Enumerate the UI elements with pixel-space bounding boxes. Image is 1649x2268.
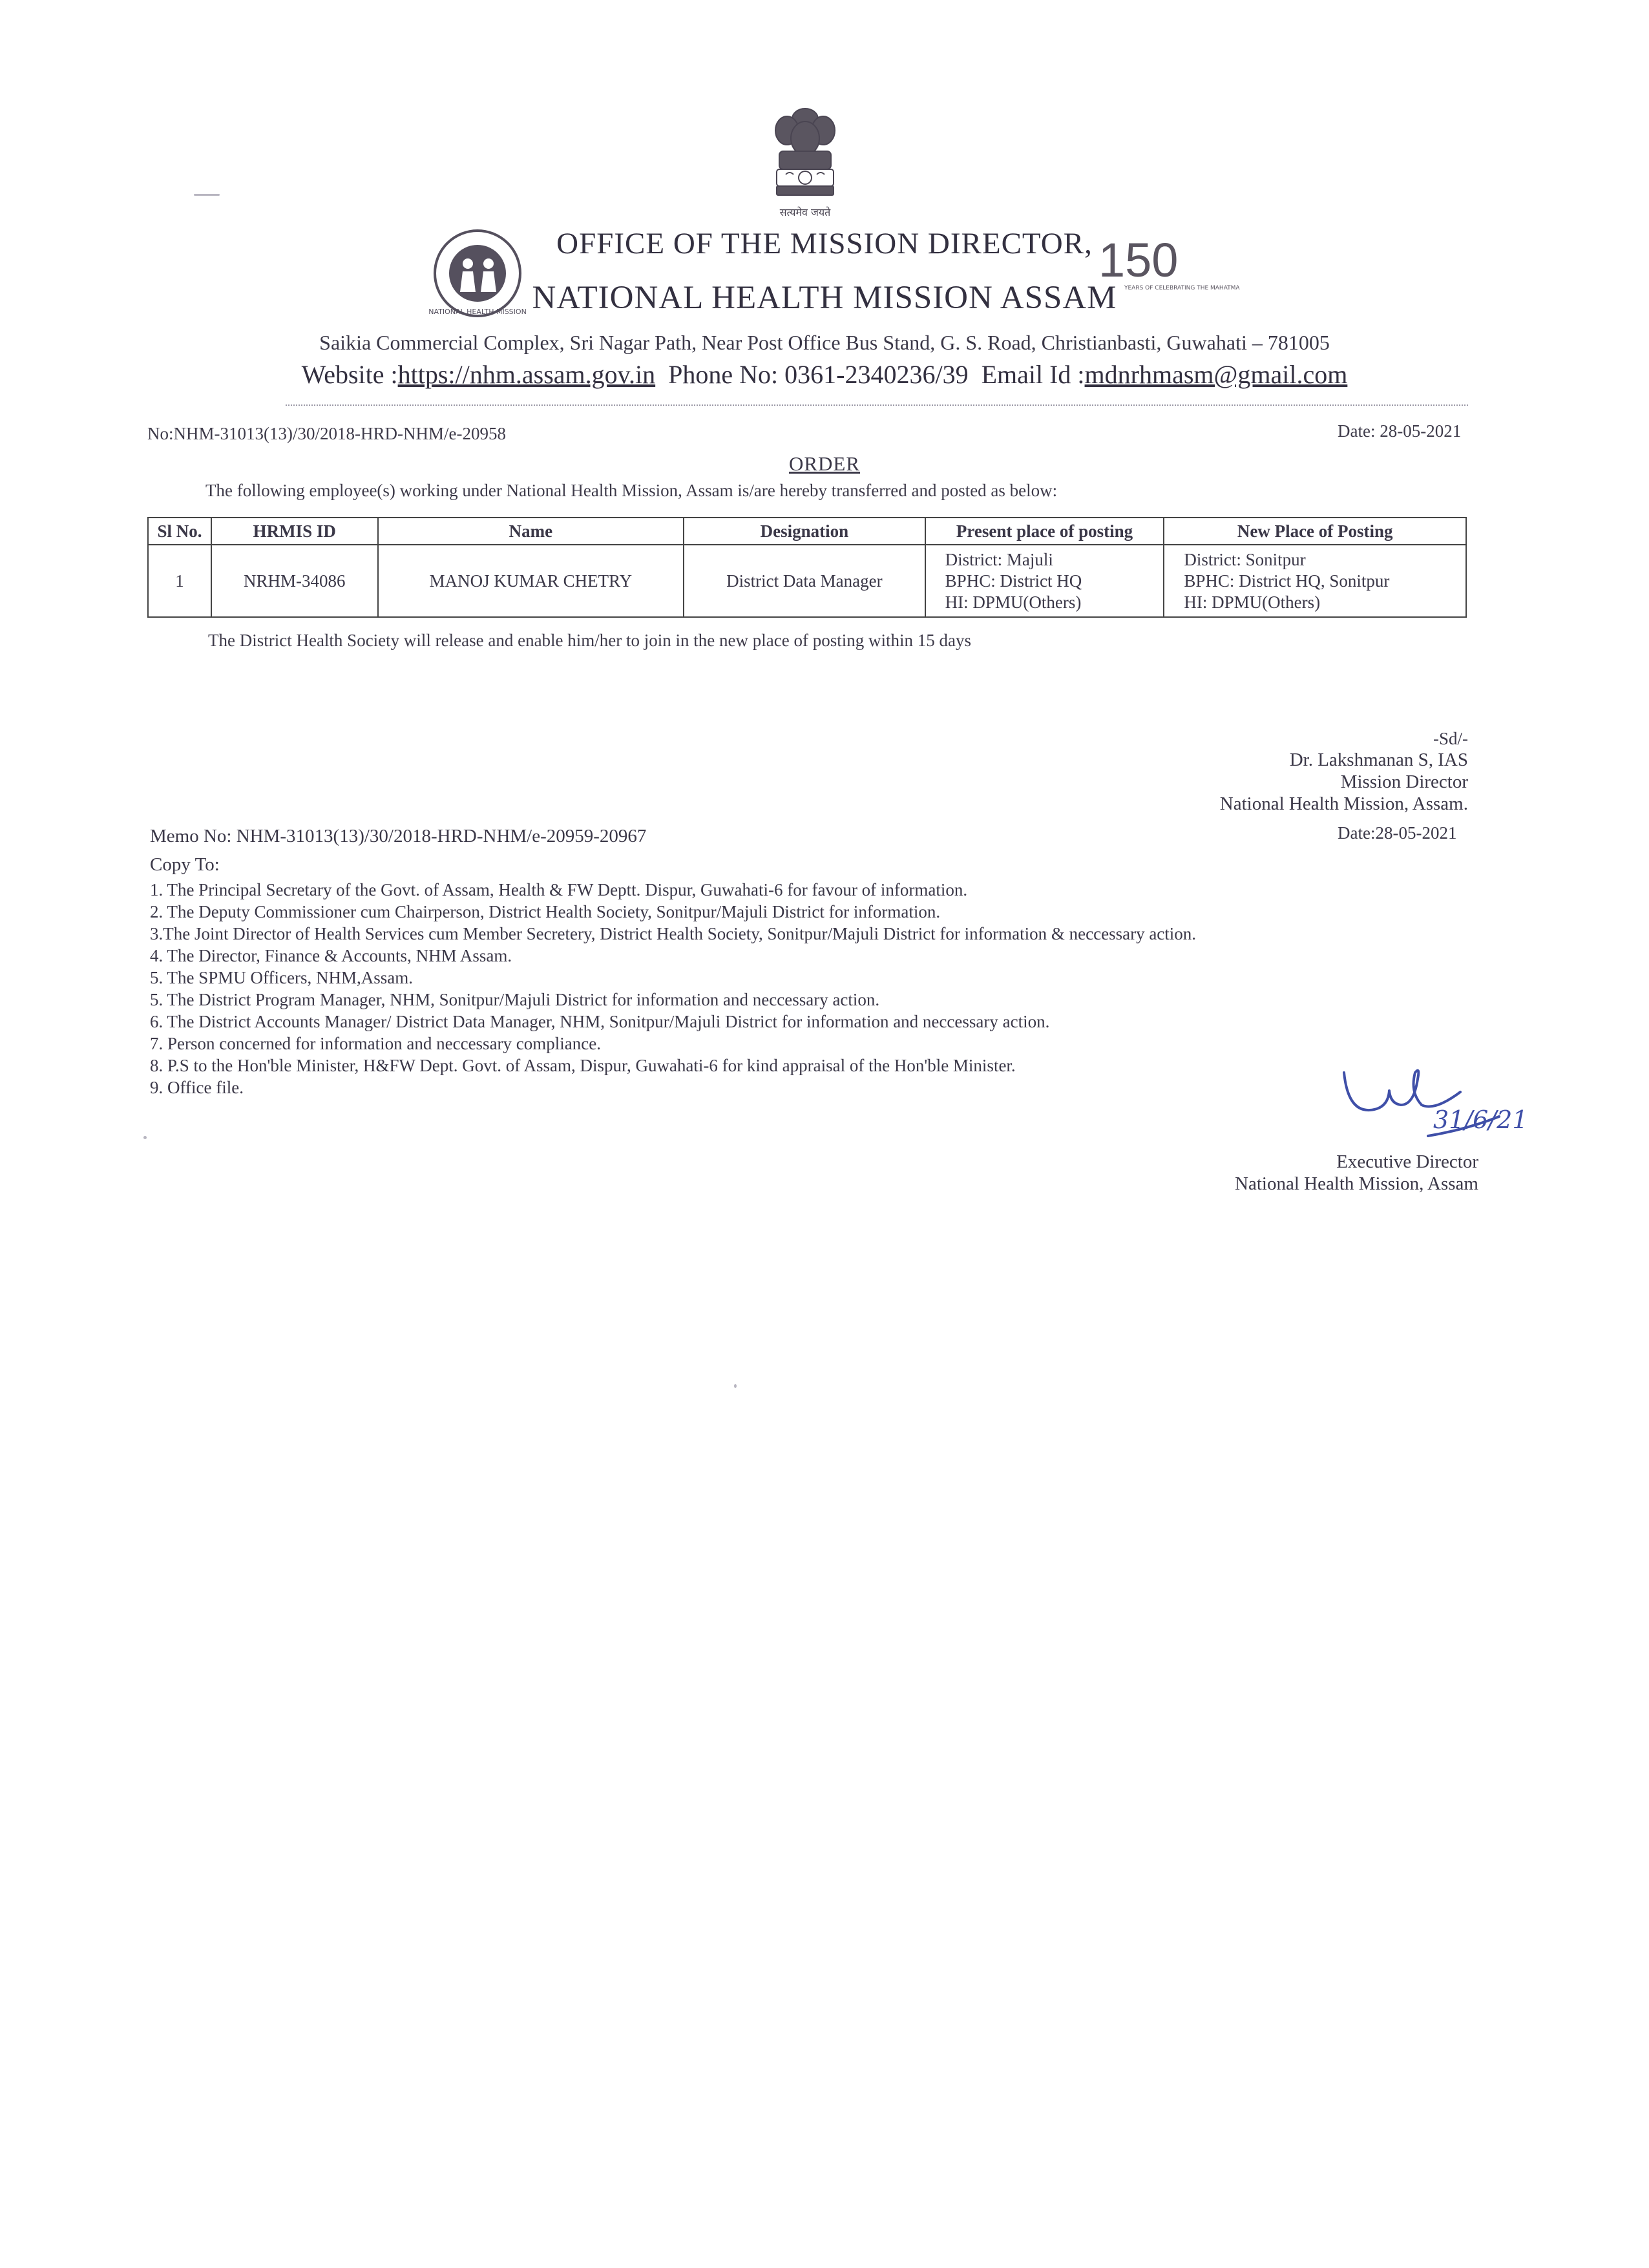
column-header: Designation <box>684 518 925 545</box>
signatory-name: Dr. Lakshmanan S, IAS <box>1289 750 1468 770</box>
nhm-logo-text: NATIONAL HEALTH MISSION <box>428 308 527 316</box>
handwritten-signature <box>1331 1060 1528 1150</box>
contact-line <box>0 359 1649 390</box>
column-header: Name <box>378 518 684 545</box>
order-date: Date: 28-05-2021 <box>1338 421 1462 441</box>
copy-to-label: Copy To: <box>150 854 220 875</box>
email-label: Email Id : <box>981 360 1085 389</box>
column-header: Sl No. <box>148 518 211 545</box>
executive-director-title: Executive Director <box>1336 1151 1478 1172</box>
release-note: The District Health Society will release and enable him/her to join in the new place of posting within 15 days <box>208 631 971 650</box>
gandhi-logo-number: 150 <box>1098 233 1179 287</box>
list-item: 9. Office file. <box>150 1078 244 1097</box>
column-header: Present place of posting <box>925 518 1164 545</box>
designation-cell: District Data Manager <box>684 545 925 617</box>
website-label: Website : <box>301 360 398 389</box>
scan-speck <box>194 194 220 196</box>
organization-title: NATIONAL HEALTH MISSION ASSAM <box>532 280 1117 316</box>
name-cell: MANOJ KUMAR CHETRY <box>378 545 684 617</box>
memo-date: Date:28-05-2021 <box>1338 823 1457 843</box>
sl-no-cell: 1 <box>148 545 211 617</box>
present-posting-cell <box>925 545 1164 617</box>
website-link[interactable]: https://nhm.assam.gov.in <box>397 360 656 389</box>
emblem-motto: सत्यमेव जयते <box>779 206 831 218</box>
phone-label: Phone No: <box>668 360 779 389</box>
office-address: Saikia Commercial Complex, Sri Nagar Path, Near Post Office Bus Stand, G. S. Road, Christianbasti, Guwahati – 781005 <box>319 331 1330 354</box>
phone-number: 0361-2340236/39 <box>784 360 969 389</box>
column-header: HRMIS ID <box>211 518 378 545</box>
list-item: 7. Person concerned for information and neccessary compliance. <box>150 1034 601 1053</box>
transfer-table <box>147 517 1467 618</box>
scan-speck <box>143 1136 147 1139</box>
scan-speck <box>734 1384 737 1388</box>
present-posting-line: HI: DPMU(Others) <box>945 592 1082 612</box>
present-posting-line: BPHC: District HQ <box>945 571 1082 591</box>
order-intro: The following employee(s) working under National Health Mission, Assam is/are hereby transferred and posted as below: <box>205 481 1058 500</box>
signed-marker: -Sd/- <box>1433 729 1468 748</box>
executive-director-organization: National Health Mission, Assam <box>1235 1173 1478 1194</box>
list-item: 3.The Joint Director of Health Services cum Member Secretery, District Health Society, Sonitpur/Majuli District for information & neccessary action. <box>150 924 1197 943</box>
hrmis-id-cell: NRHM-34086 <box>211 545 378 617</box>
list-item: 8. P.S to the Hon'ble Minister, H&FW Dept. Govt. of Assam, Dispur, Guwahati-6 for kind appraisal of the Hon'ble Minister. <box>150 1056 1016 1075</box>
list-item: 2. The Deputy Commissioner cum Chairperson, District Health Society, Sonitpur/Majuli District for information. <box>150 902 941 921</box>
office-title: OFFICE OF THE MISSION DIRECTOR, <box>556 227 1093 260</box>
list-item: 1. The Principal Secretary of the Govt. of Assam, Health & FW Deptt. Dispur, Guwahati-6 for favour of information. <box>150 880 968 899</box>
new-posting-cell <box>1164 545 1466 617</box>
list-item: 5. The District Program Manager, NHM, Sonitpur/Majuli District for information and neccessary action. <box>150 990 880 1009</box>
signatory-designation: Mission Director <box>1340 772 1468 792</box>
email-link[interactable]: mdnrhmasm@gmail.com <box>1084 360 1348 389</box>
state-emblem-logo <box>760 105 850 221</box>
present-posting-line: District: Majuli <box>945 549 1053 569</box>
list-item: 5. The SPMU Officers, NHM,Assam. <box>150 968 413 987</box>
column-header: New Place of Posting <box>1164 518 1466 545</box>
table-row <box>148 545 1466 617</box>
new-posting-line: BPHC: District HQ, Sonitpur <box>1184 571 1390 591</box>
gandhi-logo-text: YEARS OF CELEBRATING THE MAHATMA <box>1124 285 1240 291</box>
signatory-organization: National Health Mission, Assam. <box>1219 793 1468 814</box>
list-item: 6. The District Accounts Manager/ District Data Manager, NHM, Sonitpur/Majuli District for information and neccessary action. <box>150 1012 1050 1031</box>
header-divider <box>286 404 1468 406</box>
memo-number: Memo No: NHM-31013(13)/30/2018-HRD-NHM/e-20959-20967 <box>150 826 647 846</box>
order-number: No:NHM-31013(13)/30/2018-HRD-NHM/e-20958 <box>147 424 506 443</box>
new-posting-line: District: Sonitpur <box>1184 549 1306 569</box>
table-header-row <box>148 518 1466 545</box>
new-posting-line: HI: DPMU(Others) <box>1184 592 1321 612</box>
list-item: 4. The Director, Finance & Accounts, NHM Assam. <box>150 946 512 965</box>
order-heading: ORDER <box>788 452 861 475</box>
signature-date: 31/6/21 <box>1433 1106 1528 1134</box>
copy-recipient-list <box>150 879 1196 1098</box>
